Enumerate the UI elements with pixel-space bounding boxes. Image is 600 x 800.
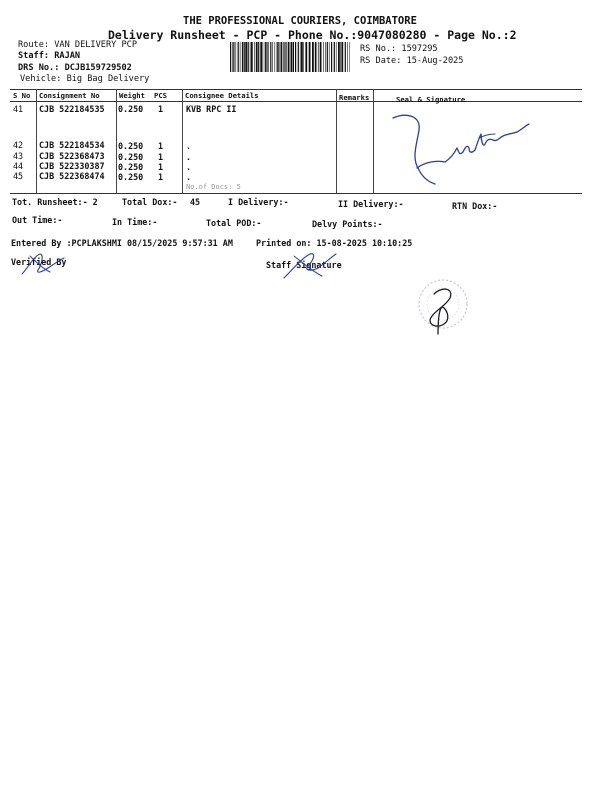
barcode-bar <box>260 42 262 72</box>
seal-stamp <box>408 272 478 342</box>
barcode-bar <box>268 42 269 72</box>
staff: Staff: RAJAN <box>18 51 81 61</box>
table-top-rule <box>10 89 582 90</box>
header-pcs: PCS <box>154 91 167 100</box>
table-bottom-rule <box>10 193 582 194</box>
barcode-bar <box>334 42 335 72</box>
barcode-bar <box>315 42 316 72</box>
barcode-bar <box>263 42 264 72</box>
barcode-bar <box>230 42 231 72</box>
col-divider <box>182 89 183 193</box>
col-divider <box>116 89 117 193</box>
row-consignee: KVB RPC II <box>186 104 237 114</box>
rtn-dox: RTN Dox:- <box>452 201 498 211</box>
barcode-bar <box>272 42 273 72</box>
barcode-bar <box>283 42 284 72</box>
header-consignee-details: Consignee Details <box>185 91 259 100</box>
header-seal-signature: Seal & Signature <box>396 95 466 104</box>
barcode-bar <box>248 42 249 72</box>
row-sno: 44 <box>13 161 24 171</box>
row-consignment-no: CJB 522330387 <box>39 161 105 171</box>
barcode-bar <box>325 42 326 72</box>
staff-signature-label: Staff Signature <box>266 260 342 270</box>
total-dox-value: 45 <box>190 197 201 207</box>
staff-signature <box>280 248 340 282</box>
barcode <box>230 42 350 72</box>
row-weight: 0.250 <box>118 172 144 182</box>
barcode-bar <box>350 42 351 72</box>
barcode-bar <box>336 42 337 72</box>
barcode-bar <box>303 42 304 72</box>
row-sno: 43 <box>13 151 24 161</box>
row-consignment-no: CJB 522184535 <box>39 104 105 114</box>
rs-date: RS Date: 15-Aug-2025 <box>360 56 464 66</box>
row-weight: 0.250 <box>118 162 144 172</box>
barcode-bar <box>233 42 234 72</box>
barcode-bar <box>318 42 319 72</box>
barcode-bar <box>340 42 341 72</box>
verified-by-signature <box>18 250 68 280</box>
total-pod: Total POD:- <box>206 218 262 228</box>
barcode-bar <box>312 42 314 72</box>
barcode-bar <box>320 42 322 72</box>
barcode-bar <box>347 42 348 72</box>
barcode-bar <box>266 42 267 72</box>
barcode-bar <box>288 42 290 72</box>
barcode-bar <box>323 42 324 72</box>
vehicle: Vehicle: Big Bag Delivery <box>20 74 150 84</box>
header-sno: S No <box>13 91 31 100</box>
barcode-bar <box>327 42 328 72</box>
entered-by: Entered By :PCPLAKSHMI 08/15/2025 9:57:31 AM <box>11 238 233 248</box>
barcode-bar <box>238 42 239 72</box>
barcode-bar <box>309 42 311 72</box>
handwritten-signature <box>385 108 545 192</box>
col-divider <box>373 89 374 193</box>
row-pcs: 1 <box>158 141 164 151</box>
row-consignee: . <box>186 172 192 182</box>
total-dox-label: Total Dox:- <box>122 197 178 207</box>
barcode-bar <box>293 42 294 72</box>
in-time: In Time:- <box>112 217 158 227</box>
drs-number: DRS No.: DCJB159729502 <box>18 63 132 73</box>
verified-by: Verified By <box>11 257 67 267</box>
col-divider <box>336 89 337 193</box>
row-weight: 0.250 <box>118 152 144 162</box>
barcode-bar <box>275 42 276 72</box>
rs-number: RS No.: 1597295 <box>360 44 438 54</box>
barcode-bar <box>250 42 251 72</box>
route: Route: VAN DELIVERY PCP <box>18 40 137 50</box>
barcode-bar <box>242 42 243 72</box>
barcode-bar <box>317 42 318 72</box>
col-divider <box>36 89 37 193</box>
barcode-bar <box>265 42 266 72</box>
table-header-rule <box>10 101 582 102</box>
barcode-bar <box>240 42 241 72</box>
barcode-bar <box>232 42 233 72</box>
row-pcs: 1 <box>158 162 164 172</box>
barcode-bar <box>256 42 258 72</box>
barcode-bar <box>300 42 301 72</box>
barcode-bar <box>301 42 303 72</box>
row-pcs: 1 <box>158 172 164 182</box>
row-consignment-no: CJB 522368473 <box>39 151 105 161</box>
barcode-bar <box>331 42 332 72</box>
barcode-bar <box>295 42 296 72</box>
docs-count-note: No.of Docs: 5 <box>186 183 241 191</box>
barcode-bar <box>345 42 346 72</box>
row-consignment-no: CJB 522184534 <box>39 140 105 150</box>
barcode-bar <box>277 42 278 72</box>
i-delivery: I Delivery:- <box>228 197 289 207</box>
barcode-bar <box>291 42 293 72</box>
row-consignee: . <box>186 141 192 151</box>
row-weight: 0.250 <box>118 104 144 114</box>
row-consignee: . <box>186 162 192 172</box>
row-consignee: . <box>186 152 192 162</box>
barcode-bar <box>245 42 247 72</box>
barcode-bar <box>286 42 287 72</box>
barcode-bar <box>281 42 283 72</box>
row-sno: 42 <box>13 140 24 150</box>
barcode-bar <box>254 42 255 72</box>
barcode-bar <box>236 42 237 72</box>
barcode-bar <box>329 42 330 72</box>
barcode-bar <box>270 42 271 72</box>
company-name: THE PROFESSIONAL COURIERS, COIMBATORE <box>183 15 417 27</box>
barcode-bar <box>298 42 299 72</box>
ii-delivery: II Delivery:- <box>338 199 404 209</box>
row-pcs: 1 <box>158 104 164 114</box>
tot-runsheet: Tot. Runsheet:- 2 <box>12 197 98 207</box>
barcode-bar <box>258 42 259 72</box>
barcode-bar <box>338 42 340 72</box>
row-consignment-no: CJB 522368474 <box>39 171 105 181</box>
row-pcs: 1 <box>158 152 164 162</box>
barcode-bar <box>284 42 285 72</box>
barcode-bar <box>278 42 279 72</box>
barcode-bar <box>341 42 343 72</box>
barcode-bar <box>244 42 245 72</box>
row-sno: 45 <box>13 171 24 181</box>
header-remarks: Remarks <box>339 93 370 102</box>
barcode-bar <box>251 42 253 72</box>
row-sno: 41 <box>13 104 24 114</box>
row-weight: 0.250 <box>118 141 144 151</box>
barcode-bar <box>305 42 307 72</box>
printed-on: Printed on: 15-08-2025 10:10:25 <box>256 238 413 248</box>
runsheet-title: Delivery Runsheet - PCP - Phone No.:9047080280 - Page No.:2 <box>108 28 517 42</box>
header-weight: Weight <box>119 91 145 100</box>
header-consignment-no: Consignment No <box>39 91 100 100</box>
out-time: Out Time:- <box>12 215 63 225</box>
delvy-points: Delvy Points:- <box>312 219 383 229</box>
